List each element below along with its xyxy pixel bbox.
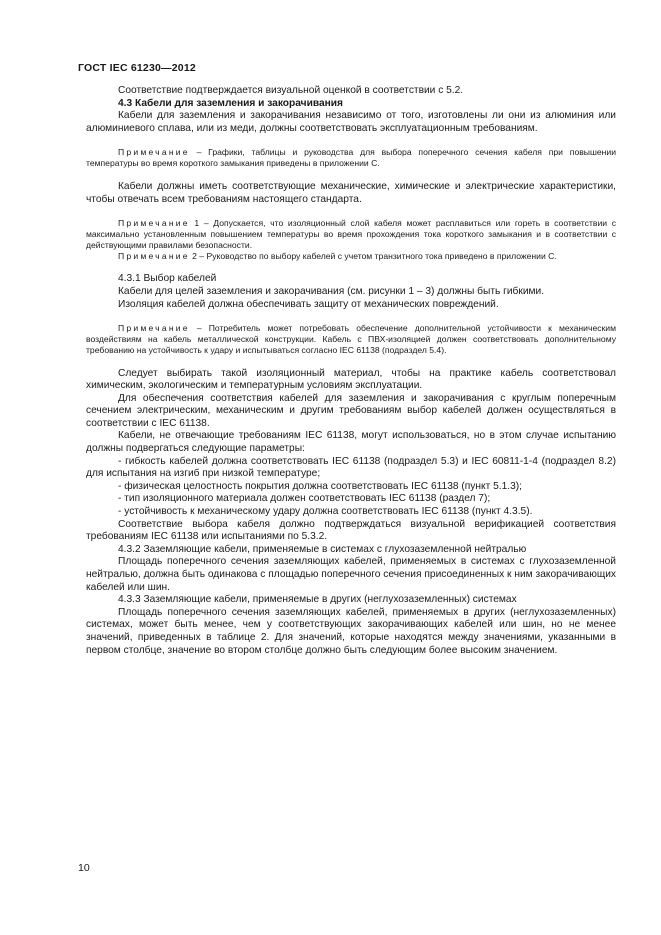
- paragraph: Изоляция кабелей должна обеспечивать защиту от механических повреждений.: [118, 298, 499, 310]
- note-text: 2 – Руководство по выбору кабелей с учетом транзитного тока приведено в приложении С.: [189, 250, 557, 261]
- list-item: - устойчивость к механическому удару должна соответствовать IEC 61138 (пункт 4.3.5).: [118, 506, 533, 518]
- section-heading: 4.3 Кабели для заземления и закорачивания: [118, 97, 343, 109]
- paragraph: Кабели для заземления и закорачивания независимо от того, изготовлены ли они из алюминия или алюминиевого сплава, или из меди, должны соответствовать эксплуатационным требованиям.: [86, 110, 616, 134]
- note: [86, 251, 616, 262]
- paragraph: Соответствие подтверждается визуальной оценкой в соответствии с 5.2.: [118, 85, 464, 96]
- page-number: 10: [78, 862, 90, 874]
- note: [86, 218, 616, 250]
- note-label: Примечание: [118, 218, 190, 229]
- document-body: [86, 85, 616, 657]
- paragraph: Кабели для целей заземления и закорачивания (см. рисунки 1 – 3) должны быть гибкими.: [118, 285, 545, 297]
- note-label: Примечание: [118, 250, 190, 261]
- paragraph: Соответствие выбора кабеля должно подтверждаться визуальной верификацией соответствия требованиям IEC 61138 или испытаниями по 5.3.2.: [86, 518, 616, 543]
- note-text: – Потребитель может потребовать обеспечение дополнительной устойчивости к механическим воздействиям на кабель металлической конструкции. Кабель с ПВХ-изоляцией должен соответствовать дополнительному требованию на устойчивость к удару и испытываться согласно IEC 61138 (подраздел 5.4).: [86, 323, 616, 355]
- note-label: Примечание: [118, 147, 190, 158]
- list-item: - физическая целостность покрытия должна соответствовать IEC 61138 (пункт 5.1.3);: [118, 480, 522, 492]
- list-item: - тип изоляционного материала должен соответствовать IEC 61138 (раздел 7);: [118, 493, 491, 505]
- paragraph: Следует выбирать такой изоляционный материал, чтобы на практике кабель соответствовал химическим, экологическим и температурным условиям эксплуатации.: [86, 367, 616, 392]
- note: [86, 323, 616, 355]
- list-item: - гибкость кабелей должна соответствовать IEC 61138 (подраздел 5.3) и IEC 60811-1-4 (подраздел 8.2) для испытания на изгиб при низкой температуре;: [86, 455, 616, 480]
- paragraph: Кабели должны иметь соответствующие механические, химические и электрические характеристики, чтобы отвечать всем требованиям настоящего стандарта.: [86, 180, 616, 205]
- note: [86, 147, 616, 169]
- document-header: ГОСТ IEC 61230—2012: [78, 62, 196, 74]
- note-text: 1 – Допускается, что изоляционный слой кабеля может расплавиться или гореть в соответствии с максимально установленным повышением температуры во время прохождения тока короткого замыкания и в соответствии с действующими правилами безопасности.: [86, 218, 616, 250]
- note-label: Примечание: [118, 323, 190, 334]
- note-text: – Графики, таблицы и руководства для выбора поперечного сечения кабеля при повышении температуры во время короткого замыкания приведены в приложении С.: [86, 147, 616, 169]
- paragraph: Кабели, не отвечающие требованиям IEC 61138, могут использоваться, но в этом случае испытанию должны подвергаться следующие параметры:: [86, 430, 616, 455]
- paragraph: Площадь поперечного сечения заземляющих кабелей, применяемых в других (неглухозаземленных) системах, может быть менее, чем у соответствующих закорачивающих кабелей или шин, но не менее значений, приведенных в таблице 2. Для значений, которые находятся между значениями, указанными в первом столбце, значение во втором столбце должно быть следующим более высоким значением.: [86, 606, 616, 656]
- paragraph: Для обеспечения соответствия кабелей для заземления и закорачивания с круглым поперечным сечением электрическим, механическим и другим требованиям выбор кабелей должен осуществляться в соответствии с IEC 61138.: [86, 392, 616, 429]
- subsection-heading: 4.3.2 Заземляющие кабели, применяемые в системах с глухозаземленной нейтралью: [118, 543, 527, 555]
- paragraph: Площадь поперечного сечения заземляющих кабелей, применяемых в системах с глухозаземленной нейтралью, должна быть одинакова с площадью поперечного сечения присоединенных к ним закорачивающих кабелей или шин.: [86, 556, 616, 593]
- subsection-heading: 4.3.1 Выбор кабелей: [118, 273, 217, 285]
- subsection-heading: 4.3.3 Заземляющие кабели, применяемые в других (неглухозаземленных) системах: [118, 594, 517, 606]
